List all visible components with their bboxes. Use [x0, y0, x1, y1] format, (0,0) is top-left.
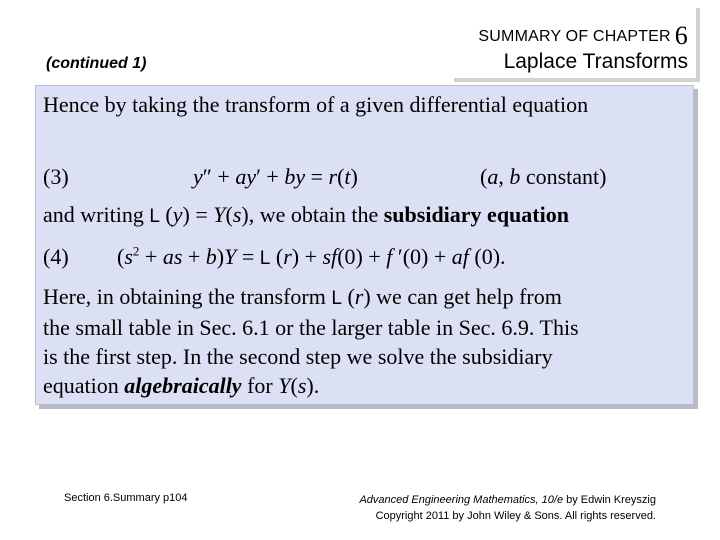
equation-4	[43, 242, 683, 272]
intro-paragraph: Hence by taking the transform of a given differential equation	[43, 92, 589, 117]
equation-3-label: (3)	[43, 164, 69, 189]
steps-line-3: is the first step. In the second step we solve the subsidiary	[43, 344, 553, 369]
footer-copyright-line: Copyright 2011 by John Wiley & Sons. All rights reserved.	[375, 510, 656, 522]
equation-3	[43, 162, 683, 192]
chapter-title-block	[450, 4, 696, 78]
laplace-symbol: L	[149, 206, 160, 227]
footer-copyright	[359, 492, 656, 524]
equation-3-expression: y″ + ay′ + by = r(t)	[193, 164, 358, 189]
steps-line-2: the small table in Sec. 6.1 or the larger table in Sec. 6.9. This	[43, 315, 579, 340]
equation-4-label: (4)	[43, 244, 69, 269]
chapter-title: Laplace Transforms	[503, 50, 688, 73]
summary-content-box	[35, 85, 694, 405]
subsidiary-paragraph: and writing L (y) = Y(s), we obtain the subsidiary equation	[43, 202, 569, 227]
continued-label: (continued 1)	[46, 55, 147, 72]
subsidiary-term: subsidiary equation	[383, 202, 569, 227]
footer-section-label: Section 6.Summary p104	[64, 492, 188, 504]
steps-line-1: Here, in obtaining the transform L (r) we can get help from	[43, 284, 562, 309]
summary-label: SUMMARY OF CHAPTER	[478, 28, 671, 45]
equation-3-note: (a, b constant)	[480, 164, 607, 189]
chapter-number: 6	[674, 21, 688, 50]
footer-book-line: Advanced Engineering Mathematics, 10/e by Edwin Kreyszig	[359, 494, 656, 506]
steps-line-4: equation algebraically for Y(s).	[43, 373, 320, 398]
chapter-summary-heading	[478, 18, 688, 48]
equation-4-expression: ($s^2$ + as + b)Y = L (r) + sf(0) + f ′(0) + af (0).	[117, 243, 506, 269]
steps-paragraph	[43, 282, 683, 400]
